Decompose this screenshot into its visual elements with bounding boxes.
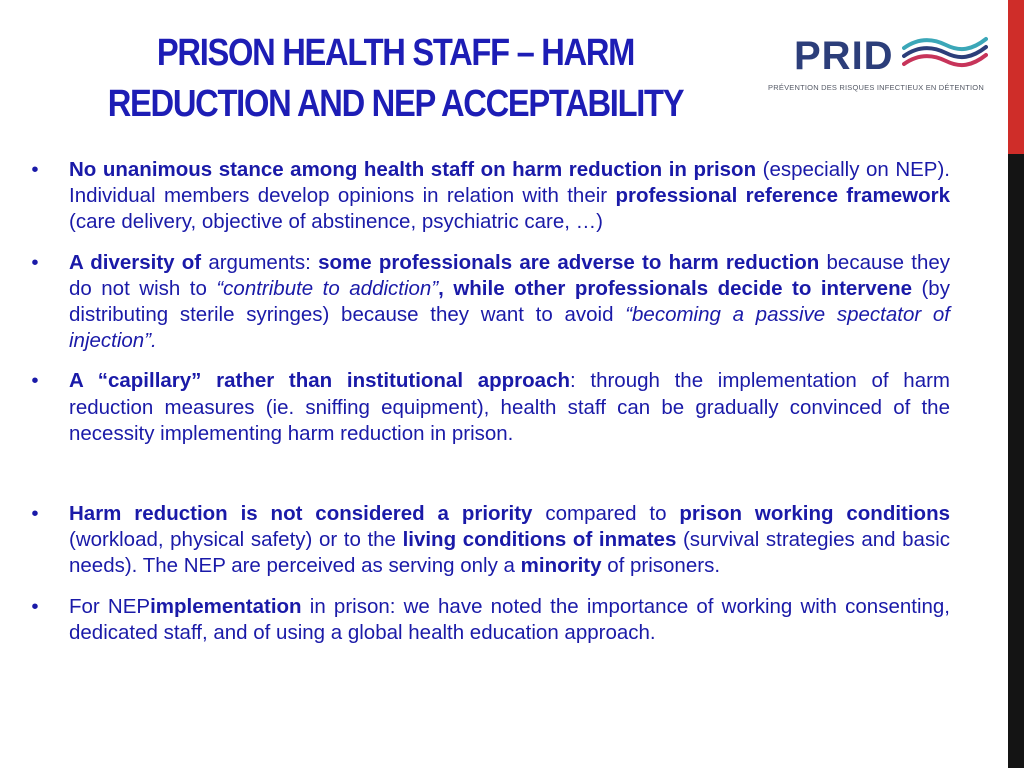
slide-title-line-1: PRISON HEALTH STAFF – HARM bbox=[156, 32, 635, 74]
slide-title-line-2: REDUCTION AND NEP ACCEPTABILITY bbox=[107, 83, 684, 125]
bullet-text-segment: “contribute to addiction” bbox=[216, 276, 439, 300]
bullet-text-segment: of prisoners. bbox=[601, 554, 721, 578]
bullet-text-segment: professional reference framework bbox=[615, 184, 950, 208]
bullet-text-segment: some professionals are adverse to harm reduction bbox=[318, 250, 820, 274]
bullet-marker: • bbox=[31, 594, 39, 618]
edge-accent-dark bbox=[1008, 154, 1024, 768]
logo-wordmark: PRID bbox=[794, 34, 894, 78]
bullet-item bbox=[28, 501, 950, 580]
bullet-text-segment: implementation bbox=[150, 594, 302, 618]
bullet-marker: • bbox=[31, 369, 39, 393]
bullet-item bbox=[28, 594, 950, 646]
bullet-marker: • bbox=[31, 502, 39, 526]
bullet-text-segment: Harm reduction is not considered a priority bbox=[69, 502, 533, 526]
bullet-text-segment: No unanimous stance among health staff on harm reduction in prison bbox=[69, 158, 757, 181]
bullet-text-segment: arguments: bbox=[201, 250, 319, 274]
bullet-text-segment: (by distributing sterile syringes) because they want to avoid bbox=[69, 276, 950, 327]
edge-accent-red bbox=[1008, 0, 1024, 154]
bullet-text-segment: “becoming a passive spectator of injection”. bbox=[69, 303, 950, 353]
bullet-item bbox=[28, 157, 950, 236]
prid-logo bbox=[760, 28, 992, 98]
bullet-text-segment: because they do not wish to bbox=[69, 250, 950, 300]
logo-tagline: PRÉVENTION DES RISQUES INFECTIEUX EN DÉTENTION bbox=[768, 83, 984, 92]
bullet-text-segment: (care delivery, objective of abstinence, psychiatric care, …) bbox=[69, 210, 603, 234]
bullet-text-segment: (workload, physical safety) or to the bbox=[69, 528, 403, 552]
bullet-text-segment: : through the implementation of harm reduction measures (ie. sniffing equipment), health staff can be gradually convinced of the necessity implementing harm reduction in prison. bbox=[69, 369, 950, 445]
bullet-text-segment: , while other professionals decide to intervene bbox=[438, 276, 912, 300]
bullet-text-segment: living conditions of inmates bbox=[402, 528, 677, 552]
bullet-text-segment: (especially on NEP). Individual members develop opinions in relation with their bbox=[69, 158, 950, 208]
slide-title bbox=[88, 28, 703, 130]
bullet-text-segment: in prison: we have noted the importance of working with consenting, dedicated staff, and of using a global health education approach. bbox=[69, 594, 950, 644]
bullet-item bbox=[28, 368, 950, 447]
bullet-text-segment: compared to bbox=[532, 502, 680, 526]
bullet-marker: • bbox=[31, 250, 39, 274]
bullet-list bbox=[28, 157, 950, 660]
bullet-text-segment: For NEP bbox=[69, 594, 151, 618]
bullet-item bbox=[28, 250, 950, 355]
bullet-text-segment: minority bbox=[520, 554, 602, 578]
bullet-text-segment: A “capillary” rather than institutional approach bbox=[69, 369, 570, 393]
bullet-marker: • bbox=[31, 158, 39, 181]
bullet-text-segment: A diversity of bbox=[69, 250, 202, 274]
bullet-text-segment: (survival strategies and basic needs). The NEP are perceived as serving only a bbox=[69, 528, 951, 578]
wave-icon bbox=[902, 34, 988, 74]
bullet-text-segment: prison working conditions bbox=[679, 502, 950, 526]
